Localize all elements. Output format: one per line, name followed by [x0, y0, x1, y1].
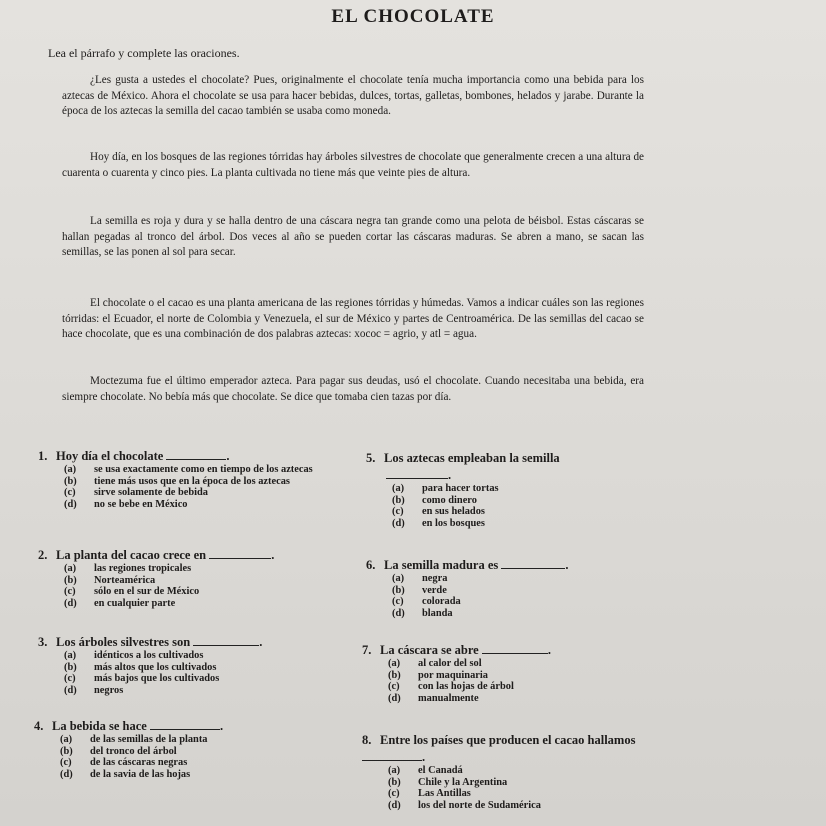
- answer-option[interactable]: (d) no se bebe en México: [64, 498, 188, 510]
- question-7: 7. La cáscara se abre . (a) al calor del sol (b) por maquinaria (c) con las hojas de árbol (d) manualmente: [362, 641, 652, 704]
- answer-option[interactable]: (d) blanda: [392, 607, 453, 619]
- answer-blank[interactable]: [166, 447, 226, 460]
- question-number: 4.: [34, 719, 44, 733]
- answer-blank[interactable]: [362, 748, 422, 761]
- answer-options: [366, 573, 656, 619]
- question-number: 1.: [38, 449, 48, 463]
- question-stem: La planta del cacao crece en: [56, 548, 207, 562]
- answer-option[interactable]: (c) colorada: [392, 596, 461, 607]
- answer-option[interactable]: (c) sirve solamente de bebida: [64, 487, 209, 498]
- answer-option[interactable]: (c) de las cáscaras negras: [60, 757, 188, 768]
- reading-paragraph-5: [62, 374, 644, 405]
- answer-option[interactable]: (a) el Canadá: [388, 765, 463, 776]
- question-stem: La bebida se hace: [52, 719, 147, 733]
- answer-option[interactable]: (d) en los bosques: [392, 517, 485, 529]
- answer-options: [362, 765, 652, 811]
- answer-option[interactable]: (d) de la savia de las hojas: [60, 768, 191, 780]
- question-number: 8.: [362, 733, 372, 747]
- answer-option[interactable]: (b) Norteamérica: [64, 574, 156, 586]
- answer-options: [38, 650, 338, 696]
- answer-options: [366, 483, 656, 529]
- question-3: 3. Los árboles silvestres son . (a) idénticos a los cultivados (b) más altos que los cultivados (c) más bajos que los cultivados (d) negros: [38, 633, 338, 696]
- answer-blank[interactable]: [482, 641, 548, 654]
- question-number: 5.: [366, 451, 376, 465]
- answer-blank[interactable]: [209, 546, 271, 559]
- question-1: 1. Hoy día el chocolate . (a) se usa exactamente como en tiempo de los aztecas (b) tiene más usos que en la época de los aztecas (c) sirve solamente de bebida (d) no se bebe en México: [38, 447, 338, 510]
- answer-options: [38, 464, 338, 510]
- paragraph-text: Moctezuma fue el último emperador azteca. Para pagar sus deudas, usó el chocolate. Cuando necesitaba una bebida, era siempre chocolate. No bebía más que chocolate. Se dice que tomaba cien tazas por día.: [62, 375, 644, 403]
- answer-option[interactable]: (a) las regiones tropicales: [64, 563, 192, 574]
- answer-option[interactable]: (b) Chile y la Argentina: [388, 776, 508, 788]
- page-title: EL CHOCOLATE: [331, 6, 495, 27]
- question-4: 4. La bebida se hace . (a) de las semillas de la planta (b) del tronco del árbol (c) de las cáscaras negras (d) de la savia de las hojas: [34, 717, 334, 780]
- reading-paragraph-2: [62, 150, 644, 181]
- answer-option[interactable]: (a) al calor del sol: [388, 658, 482, 669]
- answer-option[interactable]: (d) los del norte de Sudamérica: [388, 799, 541, 811]
- question-8: 8. Entre los países que producen el cacao hallamos . (a) el Canadá (b) Chile y la Argentina (c) Las Antillas (d) los del norte de Sudamérica: [362, 733, 652, 811]
- question-stem: Los aztecas empleaban la semilla: [384, 451, 560, 465]
- question-stem: La cáscara se abre: [380, 643, 479, 657]
- answer-option[interactable]: (c) con las hojas de árbol: [388, 681, 514, 692]
- answer-blank[interactable]: [386, 466, 448, 479]
- question-stem: Los árboles silvestres son: [56, 635, 191, 649]
- question-stem: Entre los países que producen el cacao hallamos: [380, 733, 636, 747]
- question-stem: Hoy día el chocolate: [56, 449, 164, 463]
- answer-blank[interactable]: [501, 556, 565, 569]
- answer-option[interactable]: (c) más bajos que los cultivados: [64, 673, 220, 684]
- answer-option[interactable]: (b) del tronco del árbol: [60, 745, 177, 757]
- question-stem: La semilla madura es: [384, 558, 499, 572]
- answer-option[interactable]: (a) idénticos a los cultivados: [64, 650, 204, 661]
- answer-option[interactable]: (d) negros: [64, 684, 124, 696]
- reading-paragraph-1: [62, 73, 644, 120]
- instructions: Lea el párrafo y complete las oraciones.: [48, 46, 240, 60]
- paragraph-text: ¿Les gusta a ustedes el chocolate? Pues, originalmente el chocolate tenía mucha importancia como una bebida para los aztecas de México. Ahora el chocolate se usa para hacer bebidas, dulces, tortas, galletas, bombones, helados y jarabe. Durante la época de los aztecas la semilla del cacao también se usaba como moneda.: [62, 74, 644, 118]
- paragraph-text: Hoy día, en los bosques de las regiones tórridas hay árboles silvestres de chocolate que generalmente crecen a una altura de cuarenta o cuarenta y cinco pies. La planta cultivada no tiene más que veinte pies de altura.: [62, 151, 644, 179]
- question-number: 7.: [362, 643, 372, 657]
- answer-option[interactable]: (a) para hacer tortas: [392, 483, 499, 494]
- question-6: 6. La semilla madura es . (a) negra (b) verde (c) colorada (d) blanda: [366, 556, 656, 619]
- answer-option[interactable]: (c) Las Antillas: [388, 788, 471, 799]
- answer-blank[interactable]: [193, 633, 259, 646]
- answer-option[interactable]: (b) más altos que los cultivados: [64, 661, 217, 673]
- answer-option[interactable]: (c) en sus helados: [392, 506, 485, 517]
- answer-option[interactable]: (d) en cualquier parte: [64, 597, 176, 609]
- reading-paragraph-3: [62, 214, 644, 261]
- answer-option[interactable]: (d) manualmente: [388, 692, 479, 704]
- question-number: 2.: [38, 548, 48, 562]
- question-5: 5. Los aztecas empleaban la semilla . (a) para hacer tortas (b) como dinero (c) en sus helados (d) en los bosques: [366, 451, 656, 529]
- answer-option[interactable]: (a) de las semillas de la planta: [60, 734, 208, 745]
- answer-blank[interactable]: [150, 717, 220, 730]
- question-number: 3.: [38, 635, 48, 649]
- answer-option[interactable]: (a) negra: [392, 573, 448, 584]
- answer-options: [38, 563, 338, 609]
- question-2: 2. La planta del cacao crece en . (a) las regiones tropicales (b) Norteamérica (c) sólo en el sur de México (d) en cualquier parte: [38, 546, 338, 609]
- paragraph-text: El chocolate o el cacao es una planta americana de las regiones tórridas y húmedas. Vamos a indicar cuáles son las regiones tórridas: el Ecuador, el norte de Colombia y Venezuela, el sur de México y partes de Centroamérica. De las semillas del cacao se hace chocolate, que es una combinación de dos palabras aztecas: xococ = agrio, y atl = agua.: [62, 297, 644, 341]
- answer-option[interactable]: (b) como dinero: [392, 494, 477, 506]
- reading-paragraph-4: [62, 296, 644, 343]
- answer-option[interactable]: (c) sólo en el sur de México: [64, 586, 200, 597]
- answer-options: [34, 734, 334, 780]
- question-number: 6.: [366, 558, 376, 572]
- answer-option[interactable]: (a) se usa exactamente como en tiempo de los aztecas: [64, 464, 313, 475]
- answer-option[interactable]: (b) por maquinaria: [388, 669, 488, 681]
- paragraph-text: La semilla es roja y dura y se halla dentro de una cáscara negra tan grande como una pelota de béisbol. Estas cáscaras se hallan pegadas al tronco del árbol. Dos veces al año se pueden cortar las cáscaras maduras. Se abren a mano, se sacan las semillas, se las ponen al sol para secar.: [62, 215, 644, 259]
- answer-options: [362, 658, 652, 704]
- answer-option[interactable]: (b) verde: [392, 584, 447, 596]
- answer-option[interactable]: (b) tiene más usos que en la época de los aztecas: [64, 475, 290, 487]
